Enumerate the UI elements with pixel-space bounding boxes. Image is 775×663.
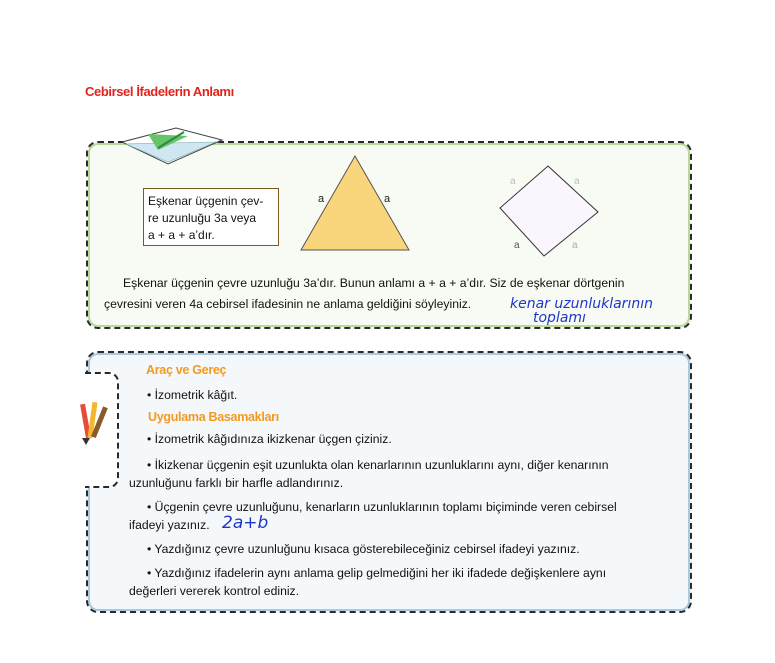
- tools-item: • İzometrik kâğıt.: [147, 388, 238, 402]
- handwritten-answer-line1: kenar uzunluklarının: [510, 296, 653, 312]
- intro-paragraph-line2: çevresini veren 4a cebirsel ifadesinin ne anlama geldiğini söyleyiniz.: [104, 297, 472, 311]
- handwritten-formula: 2a+b: [222, 513, 269, 533]
- handwritten-answer-line2: toplamı: [533, 310, 586, 326]
- intro-paragraph-line1: Eşkenar üçgenin çevre uzunluğu 3a’dır. Bunun anlamı a + a + a’dır. Siz de eşkenar dörtgenin: [123, 276, 625, 290]
- note-line: Eşkenar üçgenin çev-: [148, 194, 264, 208]
- note-box: [143, 188, 279, 246]
- step-item: • Üçgenin çevre uzunluğunu, kenarların uzunluklarının toplamı biçiminde veren cebirsel: [147, 500, 617, 514]
- step-item: • Yazdığınız çevre uzunluğunu kısaca gösterebileceğiniz cebirsel ifadeyi yazınız.: [147, 542, 580, 556]
- rhombus-label: a: [510, 176, 516, 187]
- rhombus-shape: [494, 160, 606, 260]
- page-title: Cebirsel İfadelerin Anlamı: [85, 84, 234, 99]
- rhombus-label: a: [574, 176, 580, 187]
- note-line: re uzunluğu 3a veya: [148, 211, 257, 225]
- rhombus-label: a: [572, 240, 578, 251]
- step-item: • İkizkenar üçgenin eşit uzunlukta olan kenarlarının uzunluklarını aynı, diğer kenarının: [147, 458, 609, 472]
- step-item: • Yazdığınız ifadelerin aynı anlama gelip gelmediğini her iki ifadede değişkenlere aynı: [147, 566, 607, 580]
- step-item-cont: uzunluğunu farklı bir harfle adlandırınız.: [129, 476, 344, 490]
- step-item-cont: değerleri vererek kontrol ediniz.: [129, 584, 300, 598]
- rhombus-label: a: [514, 240, 520, 251]
- note-line: a + a + a’dır.: [148, 228, 215, 242]
- triangle-label: a: [384, 193, 391, 205]
- step-item-cont: ifadeyi yazınız.: [129, 518, 210, 532]
- pencils-icon: [78, 398, 112, 446]
- steps-heading: Uygulama Basamakları: [148, 410, 279, 424]
- tools-heading: Araç ve Gereç: [146, 363, 227, 377]
- equilateral-triangle: [296, 152, 416, 256]
- step-item: • İzometrik kâğıdınıza ikizkenar üçgen çiziniz.: [147, 432, 392, 446]
- triangle-label: a: [318, 193, 325, 205]
- book-pencil-icon: [118, 126, 228, 170]
